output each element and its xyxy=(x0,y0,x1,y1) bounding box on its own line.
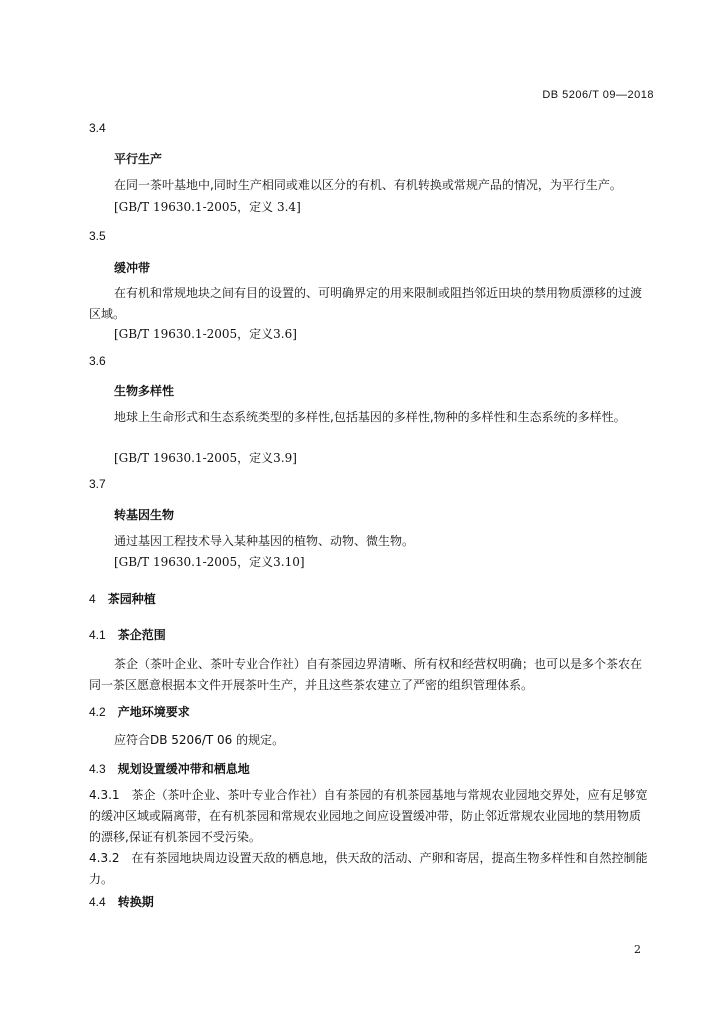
term-title: 转基因生物 xyxy=(114,508,175,522)
subsection-title: 产地环境要求 xyxy=(117,705,190,719)
clause-number: 3.4 xyxy=(89,121,106,135)
subsection-title: 转换期 xyxy=(117,895,154,909)
clause-4-3-2: 4.3.2 在有茶园地块周边设置天敌的栖息地，供天敌的活动、产卵和寄居，提高生物多样性和自然控制能力。 xyxy=(89,851,648,886)
subsection-heading xyxy=(89,893,154,910)
subsection-text: 茶企（茶叶企业、茶叶专业合作社）自有茶园边界清晰、所有权和经营权明确；也可以是多个茶农在同一茶区愿意根据本文件开展茶叶生产，并且这些茶农建立了严密的组织管理体系。 xyxy=(89,657,643,692)
term-title: 生物多样性 xyxy=(114,384,175,398)
term-reference: [GB/T 19630.1-2005，定义3.10] xyxy=(114,555,305,569)
term-definition: 通过基因工程技术导入某种基因的植物、动物、微生物。 xyxy=(114,534,415,548)
section-title: 茶园种植 xyxy=(107,592,156,606)
subsection-number: 4.3 xyxy=(89,762,106,776)
section-number: 4 xyxy=(89,592,96,606)
section-heading xyxy=(89,590,156,607)
subsection-heading xyxy=(89,703,190,720)
subsection-number: 4.4 xyxy=(89,895,106,909)
page-number: 2 xyxy=(634,943,641,956)
clause-4-3-1: 4.3.1 茶企（茶叶企业、茶叶专业合作社）自有茶园的有机茶园基地与常规农业园地交界处，应有足够宽的缓冲区域或隔离带，在有机茶园和常规农业园地之间应设置缓冲带，防止邻近常规农业园地的禁用物质的漂移,保证有机茶园不受污染。 xyxy=(89,788,648,844)
subsection-heading xyxy=(89,760,250,777)
clause-number: 3.6 xyxy=(89,354,106,368)
clause-number: 3.5 xyxy=(89,229,106,243)
subsection-title: 规划设置缓冲带和栖息地 xyxy=(117,762,250,776)
term-title: 平行生产 xyxy=(114,152,163,166)
term-definition: 在有机和常规地块之间有目的设置的、可明确界定的用来限制或阻挡邻近田块的禁用物质漂移的过渡区域。 xyxy=(89,286,643,321)
subsection-heading xyxy=(89,626,166,643)
term-reference: [GB/T 19630.1-2005，定义3.6] xyxy=(114,327,297,341)
clause-number: 3.7 xyxy=(89,477,106,491)
subsection-number: 4.1 xyxy=(89,628,106,642)
term-title: 缓冲带 xyxy=(114,261,151,275)
term-definition: 地球上生命形式和生态系统类型的多样性,包括基因的多样性,物种的多样性和生态系统的多样性。 xyxy=(114,410,626,424)
subsection-text: 应符合DB 5206/T 06 的规定。 xyxy=(114,733,285,747)
term-definition: 在同一茶叶基地中,同时生产相同或难以区分的有机、有机转换或常规产品的情况，为平行生产。 xyxy=(114,178,622,192)
term-reference: [GB/T 19630.1-2005，定义 3.4] xyxy=(114,200,301,214)
document-code: DB 5206/T 09—2018 xyxy=(542,89,654,101)
subsection-title: 茶企范围 xyxy=(117,628,166,642)
term-reference: [GB/T 19630.1-2005，定义3.9] xyxy=(114,451,297,465)
subsection-number: 4.2 xyxy=(89,705,106,719)
